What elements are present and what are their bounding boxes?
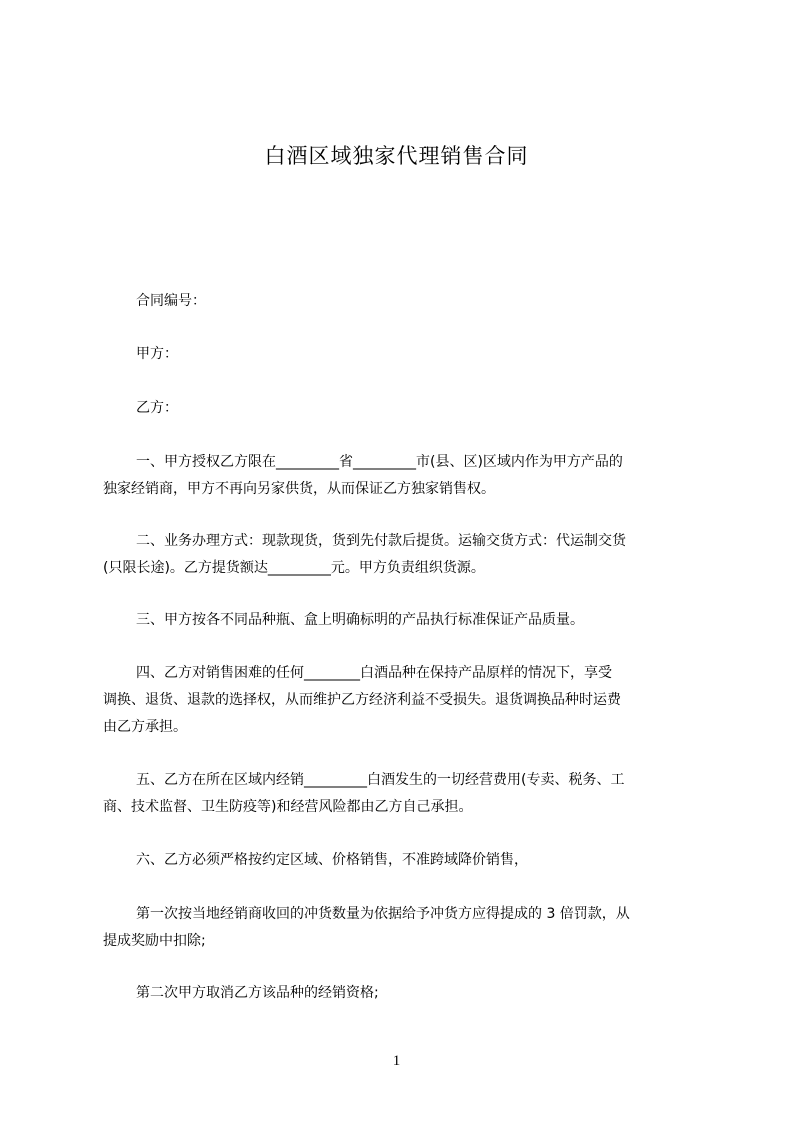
penalty-1-line-1: 第一次按当地经销商收回的冲货数量为依据给予冲货方应得提成的 3 倍罚款，从 <box>136 906 630 922</box>
clause-6-line-1: 六、乙方必须严格按约定区域、价格销售，不准跨域降价销售， <box>136 852 528 868</box>
penalty-2-line-1: 第二次甲方取消乙方该品种的经销资格; <box>136 985 379 1001</box>
clause-3-line-1: 三、甲方按各不同品种瓶、盒上明确标明的产品执行标准保证产品质量。 <box>136 612 584 628</box>
clause-5-line-1: 五、乙方在所在区域内经销_________白酒发生的一切经营费用(专卖、税务、工 <box>136 772 625 788</box>
clause-4-line-2: 调换、退货、退款的选择权，从而维护乙方经济利益不受损失。退货调换品种时运费 <box>103 692 621 708</box>
contract-number-label: 合同编号： <box>136 293 206 309</box>
clause-1-line-2: 独家经销商，甲方不再向另家供货，从而保证乙方独家销售权。 <box>103 481 495 497</box>
clause-4-line-3: 由乙方承担。 <box>103 719 187 735</box>
penalty-1-line-2: 提成奖励中扣除; <box>103 933 206 949</box>
party-a-label: 甲方： <box>136 346 178 362</box>
clause-2-line-1: 二、业务办理方式：现款现货，货到先付款后提货。运输交货方式：代运制交货 <box>136 533 626 549</box>
clause-1-line-1: 一、甲方授权乙方限在_________省_________市(县、区)区域内作为甲方产品的 <box>136 454 623 470</box>
party-b-label: 乙方： <box>136 400 178 416</box>
page-number: 1 <box>392 1053 401 1069</box>
clause-4-line-1: 四、乙方对销售困难的任何________白酒品种在保持产品原样的情况下，享受 <box>136 665 612 681</box>
page-title: 白酒区域独家代理销售合同 <box>264 144 529 168</box>
clause-2-line-2: (只限长途)。乙方提货额达_________元。甲方负责组织货源。 <box>103 560 485 576</box>
clause-5-line-2: 商、技术监督、卫生防疫等)和经营风险都由乙方自己承担。 <box>103 799 473 815</box>
